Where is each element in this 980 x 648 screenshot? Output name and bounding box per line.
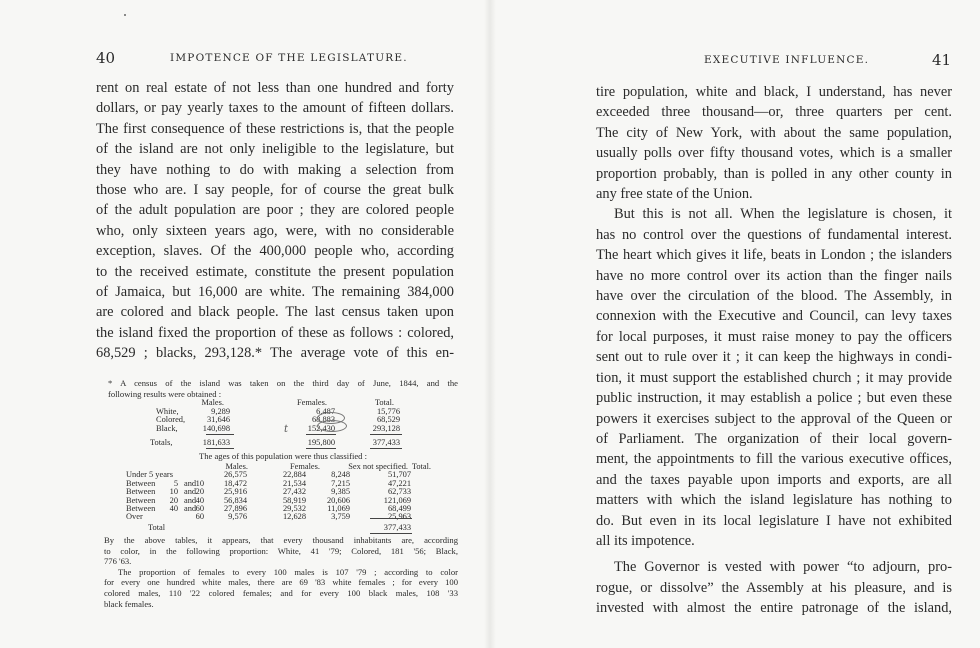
table-cell: 18,472 [223, 478, 247, 488]
footnote-line: colored males, 110 '22 colored females; and for every 100 black males, 108 '33 [104, 587, 458, 598]
left-body-text [96, 78, 454, 364]
text-line: do. But even in its local legislature I have not exhibited [596, 512, 952, 529]
table-cell: 68,529 [376, 415, 400, 425]
table-rule [370, 533, 412, 534]
text-line: dollars, or pay yearly taxes to the amount of fifteen dollars. [96, 100, 454, 117]
age-and: and [184, 495, 197, 505]
text-line: ment, the appointments to fill the various executive offices, [596, 451, 952, 468]
census-table [0, 398, 490, 448]
text-line: exception, slaves. Of the 400,000 people who, according [96, 243, 454, 260]
table-cell: 21,534 [282, 478, 306, 488]
table-cell: 25,916 [223, 487, 247, 497]
text-line: any free state of the Union. [596, 186, 753, 203]
table-total-cell: 377,433 [372, 438, 400, 447]
table-rule [370, 434, 402, 435]
table-row-label: Black, [156, 423, 178, 433]
table-cell: 20,606 [326, 495, 350, 505]
footnote-line: black females. [104, 598, 154, 609]
text-line: powers it exercises subject to the approval of the Queen or [596, 410, 952, 427]
text-line: connexion with the Executive and Council, can levy taxes [596, 308, 952, 325]
pencil-circle-mark-2 [317, 420, 347, 432]
footnote-line: The proportion of females to every 100 males is 107 '79 ; according to color [118, 566, 458, 577]
table-row-label: White, [156, 407, 179, 416]
text-line: The first consequence of these restrictions is, that the people [96, 120, 454, 137]
text-line: all its impotence. [596, 532, 695, 549]
footnote-closing [104, 535, 458, 609]
table-total-label: Total [148, 523, 166, 532]
text-line: rent on real estate of not less than one hundred and forty [96, 80, 454, 96]
text-line: rogue, or dissolve” the Assembly at his pleasure, and is [596, 579, 952, 596]
table-rule [206, 434, 234, 435]
age-to: 20 [195, 487, 204, 497]
table-cell: 9,385 [331, 487, 350, 497]
table-total-cell: 181,633 [202, 438, 230, 447]
text-line: usually polls over fifty thousand votes, which is a smaller [596, 145, 952, 162]
age-and: and [184, 487, 197, 497]
text-line: the island fixed the proportion of these as follows : colored, [96, 324, 454, 341]
text-line: and the taxes payable upon imports and exports, are all [596, 471, 952, 488]
table-cell: 62,733 [387, 487, 411, 497]
text-line: who, only sixteen years ago, were, with no considerable [96, 222, 454, 239]
table-rule [306, 448, 336, 449]
table-cell: 8,248 [331, 470, 350, 480]
text-line: for local purposes, it must raise money to pay the officers [596, 328, 952, 345]
text-line: proportion probably, than is polled in any other county in [596, 165, 952, 182]
table-cell: 6,487 [316, 407, 335, 416]
table-row-label: Between [126, 495, 156, 505]
text-line: matters with which the island legislature has nothing to [596, 492, 952, 509]
text-line: of the adult population are poor ; they are colored people [96, 202, 454, 219]
table-header: Males. [225, 462, 248, 471]
table-cell: 51,707 [387, 470, 411, 480]
page-number-left: 40 [96, 49, 116, 67]
ages-caption-wrap [108, 451, 458, 462]
ink-speck [124, 14, 126, 16]
text-line: The Governor is vested with power “to adjourn, pro- [614, 559, 952, 576]
age-from: 20 [169, 495, 178, 505]
table-header: Females. [296, 398, 327, 407]
text-line: are colored and black people. The last census taken upon [96, 304, 454, 321]
text-line: those who are. I say people, for of course the great bulk [96, 182, 454, 199]
table-cell: 29,532 [282, 504, 306, 513]
text-line: invested with almost the entire patronage of the island, [596, 600, 952, 617]
table-total-cell: 377,433 [383, 523, 411, 532]
running-head-right: EXECUTIVE INFLUENCE. [704, 54, 870, 66]
text-line: exceeded three thousand—or, three quarters per cent. [596, 104, 952, 121]
footnote-line: 776 '63. [104, 556, 132, 567]
text-line: of Parliament. The organization of their local govern- [596, 430, 952, 447]
table-cell: 9,289 [211, 407, 230, 416]
footnote-line: for every one hundred white males, there are 69 '83 white females ; for every 100 [104, 577, 458, 588]
table-cell: 27,432 [282, 487, 306, 497]
text-line: they have nothing to do with making a selection from [96, 161, 454, 178]
running-head-left: IMPOTENCE OF THE LEGISLATURE. [170, 52, 408, 64]
footnote-line: following results were obtained : [108, 388, 222, 399]
footnote-line: to color, in the following proportion: White, 41 '79; Colored, 181 '56; Black, [104, 545, 458, 556]
text-line: have over the circulation of the blood. The Assembly, in [596, 288, 952, 305]
table-header: Total. [411, 462, 431, 471]
page-number-right: 41 [932, 51, 952, 69]
text-line: have no more control over its action than the finger nails [596, 267, 952, 284]
table-rule [370, 518, 412, 519]
table-row-label: Under 5 years [126, 470, 173, 480]
table-header: Females. [289, 462, 320, 471]
footnote-line: By the above tables, it appears, that every thousand inhabitants are, according [104, 535, 458, 545]
ages-table [0, 462, 490, 532]
footnote-line: * A census of the island was taken on the third day of June, 1844, and the [108, 378, 458, 388]
table-cell: 3,759 [331, 512, 350, 522]
table-cell: 47,221 [387, 478, 411, 488]
right-page [490, 0, 980, 648]
table-cell: 22,884 [282, 470, 306, 480]
table-cell: 12,628 [282, 512, 306, 522]
table-cell: 293,128 [372, 423, 400, 433]
age-from: 40 [169, 504, 178, 513]
age-and: and [184, 478, 197, 488]
pencil-annotation: t [284, 424, 289, 435]
table-cell: 68,499 [387, 504, 411, 513]
table-cell: 152,430 [307, 423, 335, 433]
text-line: public instruction, it may establish a police ; but even these [596, 390, 952, 407]
table-cell: 56,834 [223, 495, 247, 505]
age-to: 60 [195, 504, 204, 513]
table-cell: 27,896 [223, 504, 247, 513]
table-header: Total. [374, 398, 394, 407]
text-line: The heart which gives it life, beats in London ; the islanders [596, 247, 952, 264]
table-cell: 11,069 [327, 504, 350, 513]
age-to: 10 [195, 478, 204, 488]
table-total-label: Totals, [150, 438, 173, 447]
age-from: 5 [173, 478, 178, 488]
text-line: to the received estimate, constitute the present population [96, 263, 454, 280]
age-from: 10 [169, 487, 178, 497]
text-line: tion, it must support the established church ; it may provide [596, 369, 952, 386]
table-cell: 9,576 [228, 512, 247, 522]
text-line: tire population, white and black, I understand, has never [596, 84, 952, 100]
table-cell: 15,776 [376, 407, 400, 416]
table-row-label: Over [126, 512, 143, 522]
table-rule [306, 434, 336, 435]
text-line: of Jamaica, but 16,000 are white. The remaining 384,000 [96, 284, 454, 301]
table-cell: 25,963 [387, 512, 411, 522]
table-rule [370, 448, 402, 449]
age-to: 40 [195, 495, 204, 505]
table-row-label: Between [126, 504, 156, 513]
text-line: sent out to rule over it ; it can keep the highways in condi- [596, 349, 952, 366]
text-line: The city of New York, with about the same population, [596, 124, 952, 141]
table-cell: 140,698 [202, 423, 230, 433]
table-cell: 68,883 [311, 415, 335, 425]
table-total-cell: 195,800 [307, 438, 335, 447]
table-row-label: Colored, [156, 415, 186, 425]
table-rule [206, 448, 234, 449]
text-line: 68,529 ; blacks, 293,128.* The average vote of this en- [96, 345, 454, 362]
table-cell: 31,646 [206, 415, 230, 425]
table-cell: 7,215 [331, 478, 350, 488]
footnote-intro [108, 378, 458, 399]
age-to: 60 [195, 512, 204, 522]
age-and: and [184, 504, 197, 513]
table-row-label: Between [126, 487, 156, 497]
text-line: of the island are not only ineligible to the legislature, but [96, 141, 454, 158]
right-body-text [596, 82, 952, 619]
table-row-label: Between [126, 478, 156, 488]
ages-caption: The ages of this population were thus classified : [198, 451, 367, 461]
table-cell: 121,069 [383, 495, 411, 505]
text-line: has no control over the questions of fundamental interest. [596, 226, 952, 243]
text-line: But this is not all. When the legislature is chosen, it [614, 206, 952, 223]
table-header: Males. [201, 398, 224, 407]
table-cell: 58,919 [282, 495, 306, 505]
table-cell: 26,575 [223, 470, 247, 480]
table-header: Sex not specified. [348, 462, 408, 471]
